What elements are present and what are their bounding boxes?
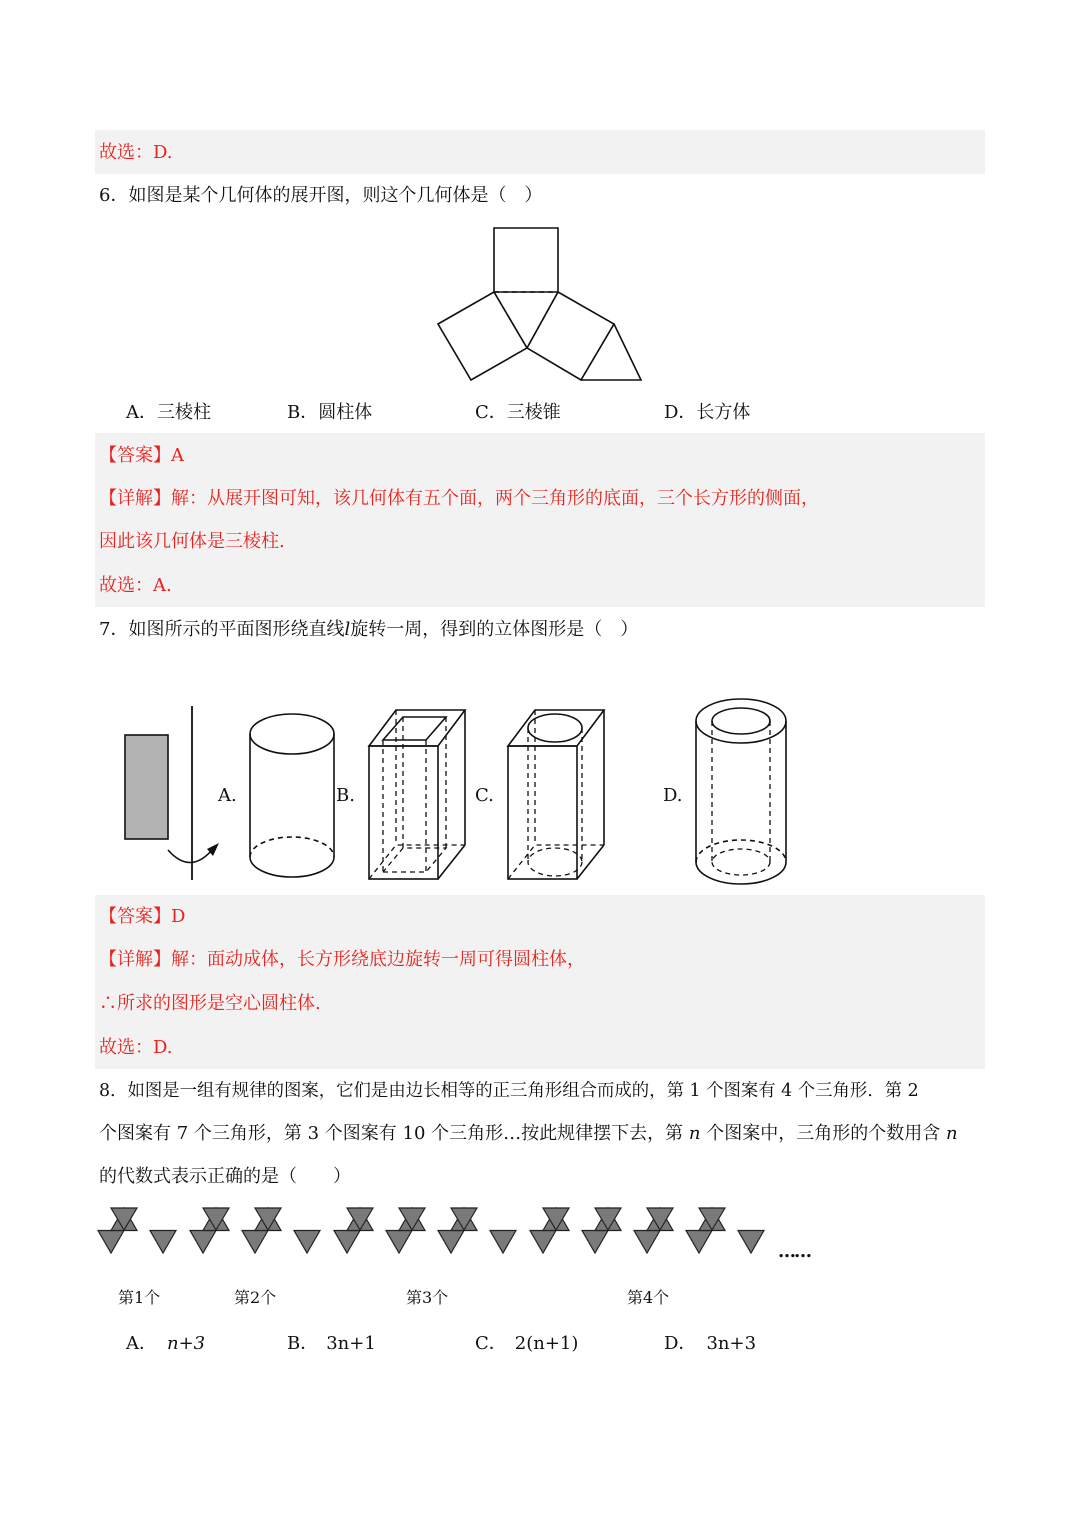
q7-hollow-box-b	[369, 710, 465, 879]
q7-label-a[interactable]: A.	[218, 785, 237, 806]
bottom-triangle	[98, 1231, 124, 1254]
pattern-label-2: 第2个	[234, 1288, 277, 1307]
var-l: l	[344, 619, 351, 640]
bottom-triangle	[242, 1231, 268, 1254]
bottom-triangle	[438, 1231, 464, 1254]
q7-answer: 【答案】D	[99, 906, 186, 927]
center-triangle	[255, 1208, 281, 1231]
q6-stem: 6．如图是某个几何体的展开图，则这个几何体是（ ）	[99, 185, 543, 206]
q6-final: 故选：A.	[99, 575, 172, 596]
q5-final: 故选：D.	[99, 142, 173, 163]
q7-detail-1	[99, 948, 585, 972]
q7-label-b[interactable]: B.	[336, 785, 355, 806]
detail-text: 解：面动成体，长方形绕底边旋转一周可得圆柱体，	[171, 949, 585, 970]
q6-detail-1	[99, 487, 819, 511]
bottom-triangle	[294, 1231, 320, 1254]
bottom-triangle	[490, 1231, 516, 1254]
bottom-triangle	[634, 1231, 660, 1254]
q8-option-d[interactable]: D． 3n+3	[664, 1333, 757, 1354]
q6-solution-box	[95, 433, 985, 607]
top-triangle	[595, 1208, 621, 1230]
center-triangle	[543, 1208, 569, 1231]
q7-hollow-cylinder-d	[696, 699, 786, 884]
detail-tag: 【详解】	[99, 488, 171, 509]
var-n: n	[688, 1123, 701, 1144]
q8-option-c[interactable]: C． 2(n+1)	[475, 1333, 579, 1354]
q7-stem: 7．如图所示的平面图形绕直线l旋转一周，得到的立体图形是（ ）	[99, 619, 639, 640]
net-right-triangle	[581, 324, 641, 380]
center-triangle	[647, 1208, 673, 1231]
var-n: n	[945, 1123, 958, 1144]
center-triangle	[595, 1208, 621, 1231]
q7-rotation-arrow	[168, 850, 212, 863]
q7-label-c[interactable]: C.	[475, 785, 494, 806]
top-triangle	[255, 1208, 281, 1230]
center-triangle	[111, 1208, 137, 1231]
top-triangle	[451, 1208, 477, 1230]
bottom-triangle	[530, 1231, 556, 1254]
q6-detail-2: 因此该几何体是三棱柱.	[99, 531, 285, 552]
bottom-triangle	[686, 1231, 712, 1254]
q7-detail-2: ∴所求的图形是空心圆柱体.	[99, 993, 321, 1014]
q8-line-3: 的代数式表示正确的是（ ）	[99, 1166, 351, 1187]
q7-shaded-rectangle	[125, 735, 168, 839]
net-top-square	[494, 228, 558, 292]
q7-solution-box	[95, 895, 985, 1069]
center-triangle	[699, 1208, 725, 1231]
bottom-triangle	[334, 1231, 360, 1254]
bottom-triangle	[386, 1231, 412, 1254]
center-triangle	[399, 1208, 425, 1231]
q6-answer: 【答案】A	[99, 445, 184, 466]
pattern-label-4: 第4个	[627, 1288, 670, 1307]
net-left-square	[438, 292, 527, 380]
top-triangle	[699, 1208, 725, 1230]
bottom-triangle	[190, 1231, 216, 1254]
bottom-triangle	[582, 1231, 608, 1254]
detail-tag: 【详解】	[99, 949, 171, 970]
q6-option-c[interactable]: C．三棱锥	[475, 402, 561, 423]
top-triangle	[111, 1208, 137, 1230]
center-triangle	[347, 1208, 373, 1231]
q5-solution-box	[95, 130, 985, 174]
top-triangle	[347, 1208, 373, 1230]
q8-option-b[interactable]: B． 3n+1	[287, 1333, 376, 1354]
top-triangle	[203, 1208, 229, 1230]
q7-box-with-hole-c	[508, 710, 604, 879]
q6-option-a[interactable]: A．三棱柱	[126, 402, 211, 423]
q7-cylinder-a	[250, 714, 334, 877]
q8-option-a[interactable]: A． n+3	[126, 1333, 206, 1354]
detail-text: 解：从展开图可知，该几何体有五个面，两个三角形的底面，三个长方形的侧面，	[171, 488, 819, 509]
center-triangle	[203, 1208, 229, 1231]
q6-option-b[interactable]: B．圆柱体	[287, 402, 373, 423]
pattern-label-3: 第3个	[406, 1288, 449, 1307]
q7-label-d[interactable]: D.	[663, 785, 683, 806]
q7-final: 故选：D.	[99, 1037, 173, 1058]
bottom-triangle	[150, 1231, 176, 1254]
q8-line-2: 个图案有 7 个三角形，第 3 个图案有 10 个三角形…按此规律摆下去，第 n 个图案中，三角形的个数用含 n	[99, 1123, 958, 1144]
pattern-label-1: 第1个	[118, 1288, 161, 1307]
center-triangle	[451, 1208, 477, 1231]
bottom-triangle	[738, 1231, 764, 1254]
q8-line-1: 8．如图是一组有规律的图案，它们是由边长相等的正三角形组合而成的，第 1 个图案有 4 个三角形．第 2	[99, 1081, 919, 1101]
top-triangle	[399, 1208, 425, 1230]
q6-option-d[interactable]: D．长方体	[664, 402, 751, 423]
net-right-square	[527, 292, 614, 380]
top-triangle	[647, 1208, 673, 1230]
q8-ellipsis: ……	[778, 1241, 810, 1262]
top-triangle	[543, 1208, 569, 1230]
